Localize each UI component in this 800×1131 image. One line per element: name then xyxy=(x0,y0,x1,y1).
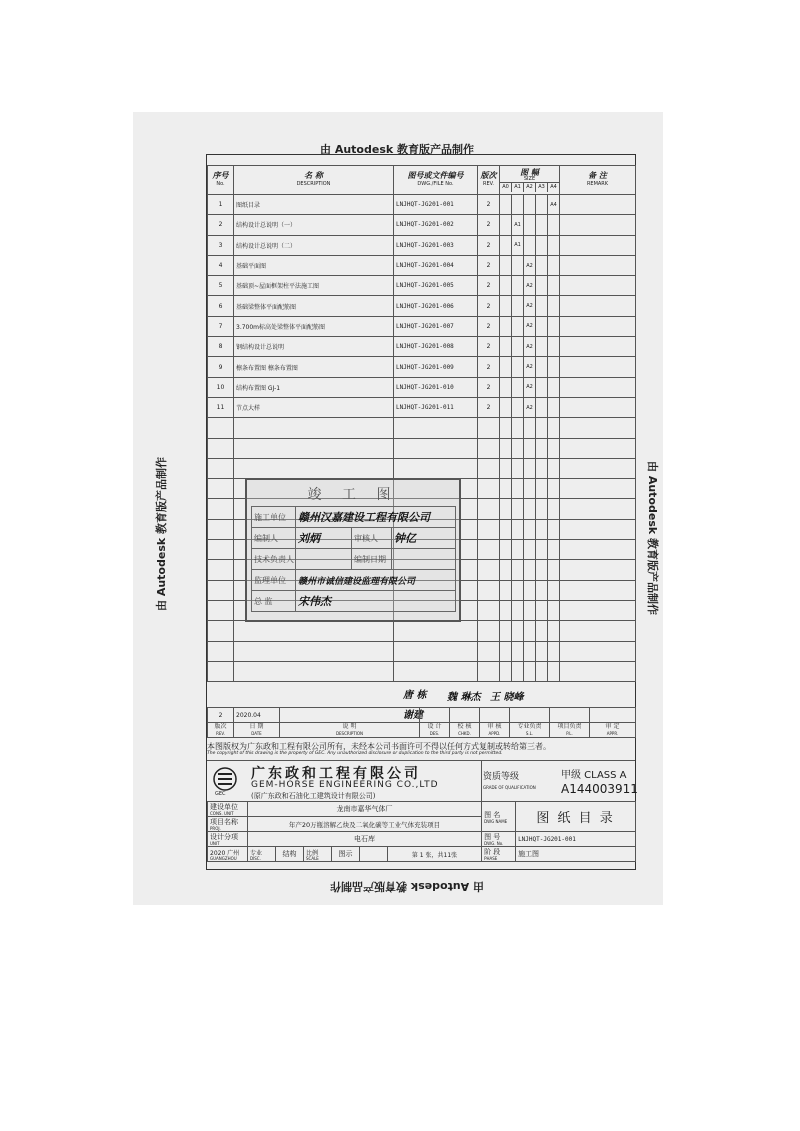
revision-label: 校 核 CHKD. xyxy=(450,723,480,738)
stamp-grid xyxy=(251,506,456,612)
revision-label: 专业负责 S.L. xyxy=(510,723,550,738)
revision-date: 2020.04 xyxy=(234,708,280,723)
row-remark xyxy=(560,377,636,397)
table-row xyxy=(208,195,636,215)
stamp-label-date: 编制日期 xyxy=(352,549,392,570)
row-no: 8 xyxy=(208,337,234,357)
copyright-cn: 本图版权为广东政和工程有限公司所有，未经本公司书面许可不得以任何方式复制或转给第三者。 xyxy=(207,742,551,751)
revision-labels xyxy=(208,723,636,738)
row-desc: 结构布置图 GJ-1 xyxy=(234,377,394,397)
watermark-bottom: 由 Autodesk 教育版产品制作 xyxy=(330,880,485,893)
row-rev: 2 xyxy=(478,195,500,215)
stamp-label-supervisor: 监理单位 xyxy=(252,570,296,591)
year-city: 2020 广州 GUANGZHOU xyxy=(208,847,248,862)
row-size: A2 xyxy=(524,276,536,296)
scale-label: 比例 SCALE xyxy=(304,847,332,862)
row-rev: 2 xyxy=(478,397,500,417)
row-rev: 2 xyxy=(478,377,500,397)
row-file: LNJHQT-JG201-007 xyxy=(394,316,478,336)
row-no: 3 xyxy=(208,235,234,255)
size-a3: A3 xyxy=(536,183,548,192)
company-former-name: (原广东政和石油化工建筑设计有限公司) xyxy=(251,792,376,800)
empty-row xyxy=(208,418,636,438)
row-no: 5 xyxy=(208,276,234,296)
row-remark xyxy=(560,337,636,357)
watermark-right: 由 Autodesk 教育版产品制作 xyxy=(646,461,659,616)
revision-label: 设 计 DES. xyxy=(420,723,450,738)
header-no: 序号 No. xyxy=(208,166,234,195)
row-remark xyxy=(560,215,636,235)
row-remark xyxy=(560,255,636,275)
row-desc: 节点大样 xyxy=(234,397,394,417)
company-name-en: GEM-HORSE ENGINEERING CO.,LTD xyxy=(251,780,439,790)
table-row xyxy=(208,276,636,296)
stamp-title: 竣 工 图 xyxy=(307,487,399,503)
table-row xyxy=(208,296,636,316)
stamp-label-tech: 技术负责人 xyxy=(252,549,296,570)
row-remark xyxy=(560,276,636,296)
row-size: A1 xyxy=(512,215,524,235)
row-remark xyxy=(560,195,636,215)
discipline-value: 结构 xyxy=(276,847,304,862)
dwg-no-value: LNJHQT-JG201-001 xyxy=(516,832,636,847)
revision-label: 日 期 DATE xyxy=(234,723,280,738)
row-rev: 2 xyxy=(478,337,500,357)
size-a4: A4 xyxy=(550,184,557,190)
row-remark xyxy=(560,397,636,417)
table-row xyxy=(208,397,636,417)
row-desc: 基础顶~屋面框架柱平法施工图 xyxy=(234,276,394,296)
row-size: A2 xyxy=(524,397,536,417)
row-rev: 2 xyxy=(478,276,500,296)
header-remark: 备 注 REMARK xyxy=(560,166,636,195)
cons-unit-label: 建设单位 CONS. UNIT xyxy=(208,802,248,817)
phase-value: 施工图 xyxy=(516,847,636,862)
row-rev: 2 xyxy=(478,316,500,336)
row-rev: 2 xyxy=(478,215,500,235)
row-rev: 2 xyxy=(478,296,500,316)
row-file: LNJHQT-JG201-004 xyxy=(394,255,478,275)
dwg-name-label: 图 名 DWG NAME xyxy=(482,802,516,832)
row-rev: 2 xyxy=(478,255,500,275)
completion-stamp xyxy=(245,478,461,622)
row-size: A2 xyxy=(524,377,536,397)
logo-text: GEC xyxy=(215,791,226,797)
stamp-builder: 赣州汉嘉建设工程有限公司 xyxy=(296,507,456,528)
size-a2: A2 xyxy=(524,183,536,192)
stamp-label-chief: 总 监 xyxy=(252,591,296,612)
row-file: LNJHQT-JG201-009 xyxy=(394,357,478,377)
stamp-label-builder: 施工单位 xyxy=(252,507,296,528)
row-file: LNJHQT-JG201-005 xyxy=(394,276,478,296)
row-desc: 檩条布置图 檩条布置图 xyxy=(234,357,394,377)
signature-2: 魏 琳杰 xyxy=(447,692,481,703)
row-size: A2 xyxy=(524,255,536,275)
sheet-count: 第 1 张，共11张 xyxy=(388,847,482,862)
revision-label: 版次 REV. xyxy=(208,723,234,738)
stamp-label-compiler: 编制人 xyxy=(252,528,296,549)
row-remark xyxy=(560,235,636,255)
empty-row xyxy=(208,661,636,681)
qualification-number: A144003911 xyxy=(561,782,638,796)
row-no: 9 xyxy=(208,357,234,377)
row-size: A2 xyxy=(524,337,536,357)
stamp-supervisor: 赣州市诚信建设监理有限公司 xyxy=(296,570,456,591)
row-no: 1 xyxy=(208,195,234,215)
row-desc: 3.700m标高处梁整体平面配筋图 xyxy=(234,316,394,336)
revision-row xyxy=(208,708,636,723)
table-row xyxy=(208,377,636,397)
header-desc: 名 称 DESCRIPTION xyxy=(234,166,394,195)
discipline-label: 专业 DISC. xyxy=(248,847,276,862)
dwg-no-label: 图 号 DWG. No. xyxy=(482,832,516,847)
row-no: 2 xyxy=(208,215,234,235)
company-logo-icon xyxy=(213,767,237,791)
row-size: A4 xyxy=(548,195,560,215)
header-file: 图号或文件编号 DWG./FILE No. xyxy=(394,166,478,195)
row-no: 6 xyxy=(208,296,234,316)
stamp-label-reviewer: 审核人 xyxy=(352,528,392,549)
copyright-en: The copyright of this drawing is the property of GEC. Any unauthorized disclosure or duplication to the third party is not permitted. xyxy=(207,751,503,756)
revision-label: 审 定 APPR. xyxy=(590,723,636,738)
row-desc: 基础梁整体平面配筋图 xyxy=(234,296,394,316)
phase-label: 阶 段 PHASE xyxy=(482,847,516,862)
row-desc: 结构设计总说明（一） xyxy=(234,215,394,235)
revision-block xyxy=(207,707,636,738)
revision-number: 2 xyxy=(208,708,234,723)
table-header-row xyxy=(208,166,636,195)
header-size: 图 幅 SIZE A0 A1 A2 A3 A4 xyxy=(500,166,560,195)
row-file: LNJHQT-JG201-001 xyxy=(394,195,478,215)
empty-row xyxy=(208,621,636,641)
table-row xyxy=(208,235,636,255)
company-block xyxy=(207,761,482,802)
table-row xyxy=(208,337,636,357)
table-row xyxy=(208,316,636,336)
table-row xyxy=(208,255,636,275)
row-file: LNJHQT-JG201-002 xyxy=(394,215,478,235)
row-size: A2 xyxy=(524,357,536,377)
revision-label: 说 明 DESCRIPTION xyxy=(280,723,420,738)
row-desc: 钢结构设计总说明 xyxy=(234,337,394,357)
empty-row xyxy=(208,641,636,661)
row-file: LNJHQT-JG201-006 xyxy=(394,296,478,316)
size-a1: A1 xyxy=(512,183,524,192)
qualification-label: 资质等级 xyxy=(483,772,520,782)
row-remark xyxy=(560,357,636,377)
stamp-chief: 宋伟杰 xyxy=(296,591,456,612)
row-rev: 2 xyxy=(478,357,500,377)
row-size: A1 xyxy=(512,235,524,255)
sub-item-value: 电石库 xyxy=(248,832,482,847)
copyright-notice xyxy=(207,742,635,761)
header-rev: 版次 REV. xyxy=(478,166,500,195)
watermark-left: 由 Autodesk 教育版产品制作 xyxy=(155,456,168,611)
table-row xyxy=(208,357,636,377)
revision-label: 项目负责 P.L. xyxy=(550,723,590,738)
row-file: LNJHQT-JG201-011 xyxy=(394,397,478,417)
sub-item-label: 设计分项 UNIT xyxy=(208,832,248,847)
row-file: LNJHQT-JG201-008 xyxy=(394,337,478,357)
row-desc: 基础平面图 xyxy=(234,255,394,275)
row-file: LNJHQT-JG201-010 xyxy=(394,377,478,397)
revision-label: 审 核 APPD. xyxy=(480,723,510,738)
row-no: 4 xyxy=(208,255,234,275)
project-value: 年产20万瓶溶解乙炔及二氧化碳等工业气体充装项目 xyxy=(248,817,482,832)
row-desc: 图纸目录 xyxy=(234,195,394,215)
cons-unit-value: 龙南市嘉华气体厂 xyxy=(248,802,482,817)
scale-value: 图示 xyxy=(332,847,360,862)
row-desc: 结构设计总说明（二） xyxy=(234,235,394,255)
stamp-compiler: 刘炳 xyxy=(296,528,352,549)
signature-1: 唐 栋 xyxy=(403,690,427,701)
row-rev: 2 xyxy=(478,235,500,255)
row-size: A2 xyxy=(524,296,536,316)
row-no: 10 xyxy=(208,377,234,397)
signature-4: 谢建 xyxy=(403,710,423,721)
company-name-cn: 广东政和工程有限公司 xyxy=(251,766,421,782)
row-remark xyxy=(560,296,636,316)
qualification-block xyxy=(481,761,638,802)
qualification-label-en: GRADE OF QUALIFICATION xyxy=(483,785,536,790)
qualification-grade: 甲级 CLASS A xyxy=(561,770,627,781)
row-file: LNJHQT-JG201-003 xyxy=(394,235,478,255)
row-no: 7 xyxy=(208,316,234,336)
dwg-name-value: 图 纸 目 录 xyxy=(516,802,636,832)
size-a0: A0 xyxy=(500,183,512,192)
empty-row xyxy=(208,458,636,478)
title-block-info xyxy=(207,801,636,862)
table-row xyxy=(208,215,636,235)
row-no: 11 xyxy=(208,397,234,417)
row-size: A2 xyxy=(524,316,536,336)
empty-row xyxy=(208,438,636,458)
watermark-top: 由 Autodesk 教育版产品制作 xyxy=(320,143,475,156)
stamp-reviewer: 钟亿 xyxy=(392,528,456,549)
signature-3: 王 晓峰 xyxy=(490,692,524,703)
project-label: 项目名称 PROJ. xyxy=(208,817,248,832)
row-remark xyxy=(560,316,636,336)
